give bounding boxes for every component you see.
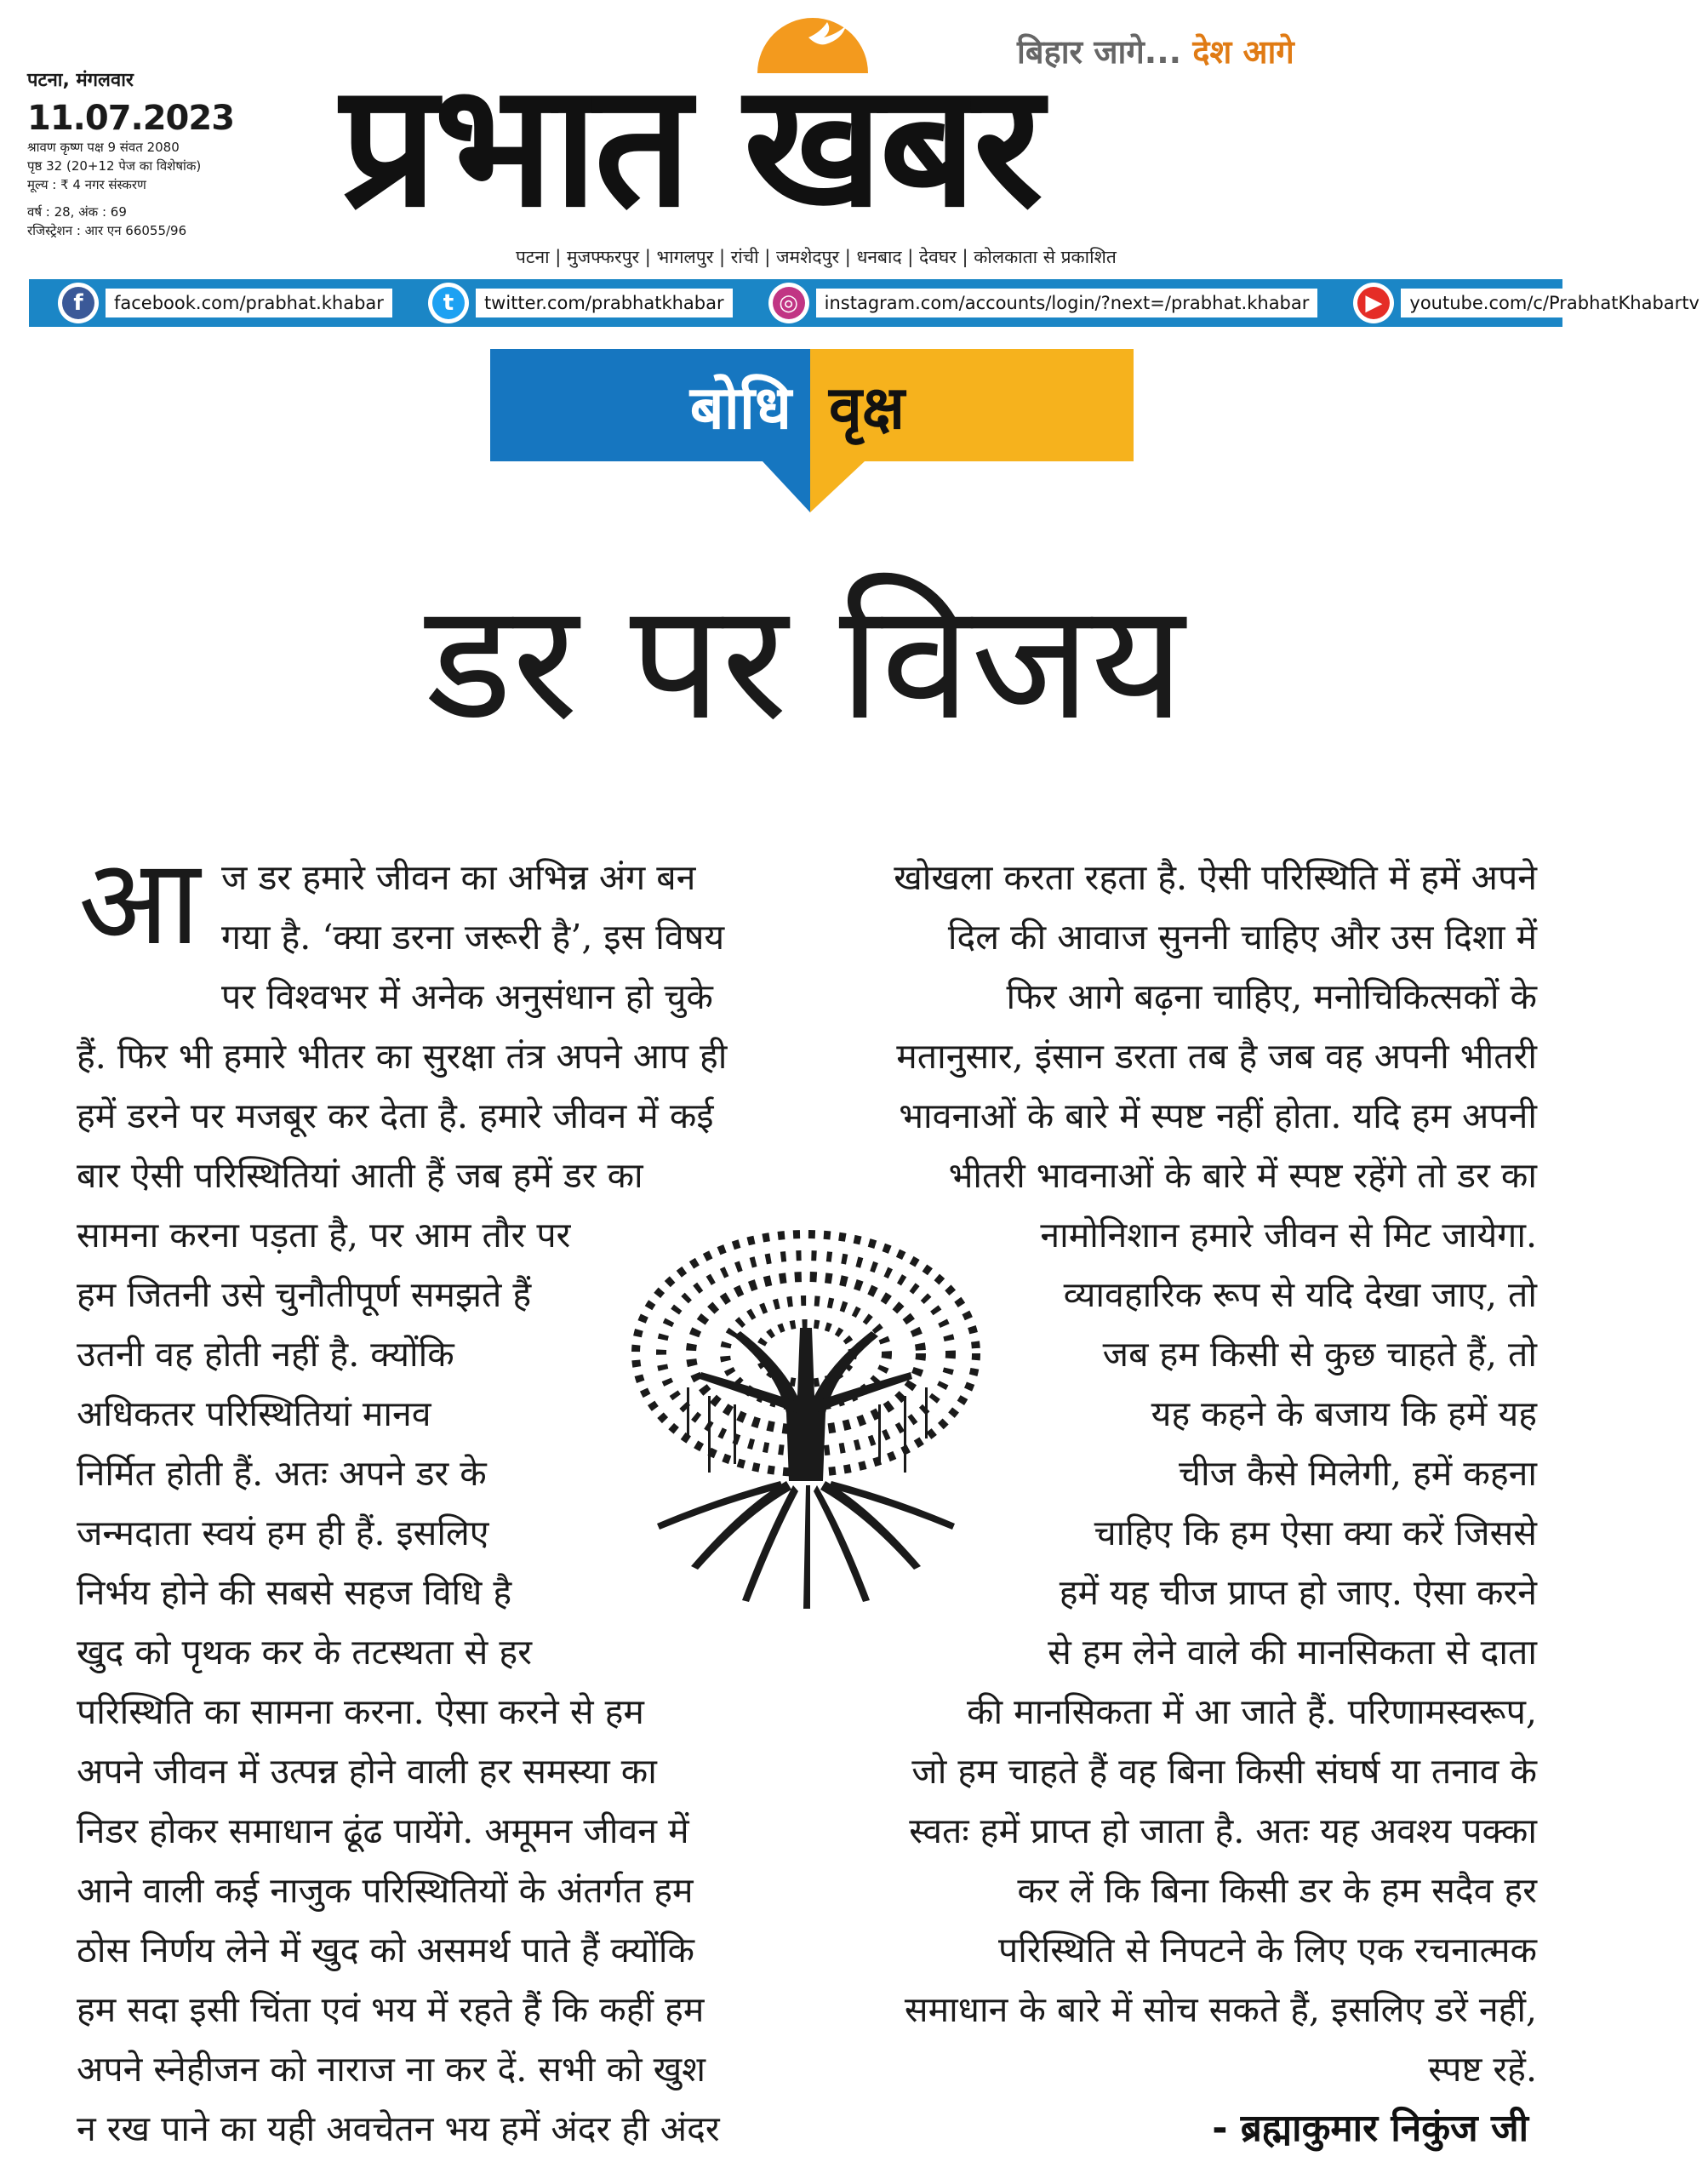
author-byline: - ब्रह्माकुमार निकुंज जी [1212, 2107, 1528, 2150]
text-line: यह कहने के बजाय कि हमें यह [1151, 1393, 1537, 1434]
text-line: नामोनिशान हमारे जीवन से मिट जायेगा. [1040, 1215, 1537, 1255]
registration: रजिस्ट्रेशन : आर एन 66055/96 [27, 223, 187, 238]
social-bar [29, 279, 1699, 327]
text-line: न रख पाने का यही अवचेतन भय हमें अंदर ही अंदर [77, 2108, 720, 2149]
text-line: जब हम किसी से कुछ चाहते हैं, तो [1102, 1334, 1537, 1375]
page-count: पृष्ठ 32 (20+12 पेज का विशेषांक) [27, 158, 202, 174]
text-line: हम सदा इसी चिंता एवं भय में रहते हैं कि कहीं हम [77, 1989, 705, 2030]
text-line: सामना करना पड़ता है, पर आम तौर पर [77, 1215, 571, 1255]
tagline-part2: देश आगे [1192, 33, 1294, 71]
youtube-icon: ▶ [1353, 283, 1394, 323]
tagline-part1: बिहार जागे... [1017, 33, 1182, 71]
text-line: उतनी वह होती नहीं है. क्योंकि [77, 1334, 454, 1375]
social-instagram[interactable] [768, 283, 1318, 323]
city-day: पटना, मंगलवार [27, 70, 134, 91]
text-line: खोखला करता रहता है. ऐसी परिस्थिति में हमें अपने [894, 857, 1537, 898]
text-line: ज डर हमारे जीवन का अभिन्न अंग बन [221, 857, 696, 898]
text-line: हैं. फिर भी हमारे भीतर का सुरक्षा तंत्र अपने आप ही [77, 1036, 728, 1077]
text-line: जो हम चाहते हैं वह बिना किसी संघर्ष या तनाव के [911, 1751, 1537, 1792]
tagline [1017, 29, 1294, 73]
text-line: फिर आगे बढ़ना चाहिए, मनोचिकित्सकों के [1006, 976, 1537, 1017]
twitter-link[interactable]: twitter.com/prabhatkhabar [476, 289, 733, 317]
text-line: कर लें कि बिना किसी डर के हम सदैव हर [1017, 1870, 1537, 1911]
text-line: बार ऐसी परिस्थितियां आती हैं जब हमें डर का [77, 1155, 643, 1196]
facebook-link[interactable]: facebook.com/prabhat.khabar [106, 289, 392, 317]
editions-list: पटना | मुजफ्फरपुर | भागलपुर | रांची | जमशेदपुर | धनबाद | देवघर | कोलकाता से प्रकाशित [516, 247, 1117, 267]
text-line: समाधान के बारे में सोच सकते हैं, इसलिए डरें नहीं, [904, 1989, 1537, 2030]
section-label-left: बोधि [490, 349, 810, 461]
tree-icon [606, 1226, 1006, 1626]
issue-date: 11.07.2023 [27, 99, 235, 138]
text-line: दिल की आवाज सुननी चाहिए और उस दिशा में [947, 917, 1537, 958]
social-twitter[interactable] [428, 283, 733, 323]
text-line: खुद को पृथक कर के तटस्थता से हर [77, 1632, 532, 1673]
text-line: अपने स्नेहीजन को नाराज ना कर दें. सभी को खुश [77, 2049, 706, 2090]
text-line: निर्मित होती हैं. अतः अपने डर के [77, 1453, 487, 1494]
instagram-icon: ◎ [768, 283, 809, 323]
instagram-link[interactable]: instagram.com/accounts/login/?next=/prabhat.khabar [816, 289, 1318, 317]
youtube-link[interactable]: youtube.com/c/PrabhatKhabartv [1401, 289, 1708, 317]
text-line: स्पष्ट रहें. [1428, 2049, 1537, 2090]
newspaper-title: प्रभात खबर [340, 47, 1040, 245]
section-badge [490, 349, 1134, 511]
text-line: परिस्थिति का सामना करना. ऐसा करने से हम [77, 1691, 644, 1732]
text-line: चीज कैसे मिलेगी, हमें कहना [1178, 1453, 1537, 1494]
text-line: ठोस निर्णय लेने में खुद को असमर्थ पाते हैं क्योंकि [77, 1930, 694, 1970]
text-line: परिस्थिति से निपटने के लिए एक रचनात्मक [997, 1930, 1537, 1970]
volume: वर्ष : 28, अंक : 69 [27, 204, 127, 220]
text-line: निर्भय होने की सबसे सहज विधि है [77, 1572, 512, 1613]
text-line: जन्मदाता स्वयं हम ही हैं. इसलिए [77, 1513, 489, 1553]
badge-pointer-icon [763, 461, 865, 512]
text-line: निडर होकर समाधान ढूंढ पायेंगे. अमूमन जीवन में [77, 1810, 689, 1851]
text-line: से हम लेने वाले की मानसिकता से दाता [1048, 1632, 1537, 1673]
twitter-icon: t [428, 283, 469, 323]
social-facebook[interactable] [58, 283, 392, 323]
text-line: अपने जीवन में उत्पन्न होने वाली हर समस्या का [77, 1751, 657, 1792]
text-line: स्वतः हमें प्राप्त हो जाता है. अतः यह अवश्य पक्का [909, 1810, 1537, 1851]
edition-info [27, 66, 235, 240]
social-youtube[interactable] [1353, 283, 1708, 323]
text-line: मतानुसार, इंसान डरता तब है जब वह अपनी भीतरी [896, 1036, 1537, 1077]
text-line: भीतरी भावनाओं के बारे में स्पष्ट रहेंगे तो डर का [948, 1155, 1537, 1196]
text-line: पर विश्वभर में अनेक अनुसंधान हो चुके [221, 976, 713, 1017]
section-label-right: वृक्ष [810, 349, 1134, 461]
price: मूल्य : ₹ 4 नगर संस्करण [27, 177, 146, 192]
panchang: श्रावण कृष्ण पक्ष 9 संवत 2080 [27, 140, 180, 155]
text-line: आने वाली कई नाजुक परिस्थितियों के अंतर्गत हम [77, 1870, 694, 1911]
text-line: गया है. ‘क्या डरना जरूरी है’, इस विषय [221, 917, 725, 958]
text-line: अधिकतर परिस्थितियां मानव [77, 1393, 431, 1434]
headline: डर पर विजय [426, 568, 1185, 756]
facebook-icon: f [58, 283, 99, 323]
text-line: हम जितनी उसे चुनौतीपूर्ण समझते हैं [77, 1274, 532, 1315]
text-line: की मानसिकता में आ जाते हैं. परिणामस्वरूप, [966, 1691, 1537, 1732]
text-line: व्यावहारिक रूप से यदि देखा जाए, तो [1063, 1274, 1537, 1315]
text-line: चाहिए कि हम ऐसा क्या करें जिससे [1094, 1513, 1537, 1553]
text-line: भावनाओं के बारे में स्पष्ट नहीं होता. यदि हम अपनी [899, 1095, 1537, 1136]
text-line: हमें यह चीज प्राप्त हो जाए. ऐसा करने [1059, 1572, 1537, 1613]
drop-cap: आ [78, 833, 201, 972]
text-line: हमें डरने पर मजबूर कर देता है. हमारे जीवन में कई [77, 1095, 714, 1136]
